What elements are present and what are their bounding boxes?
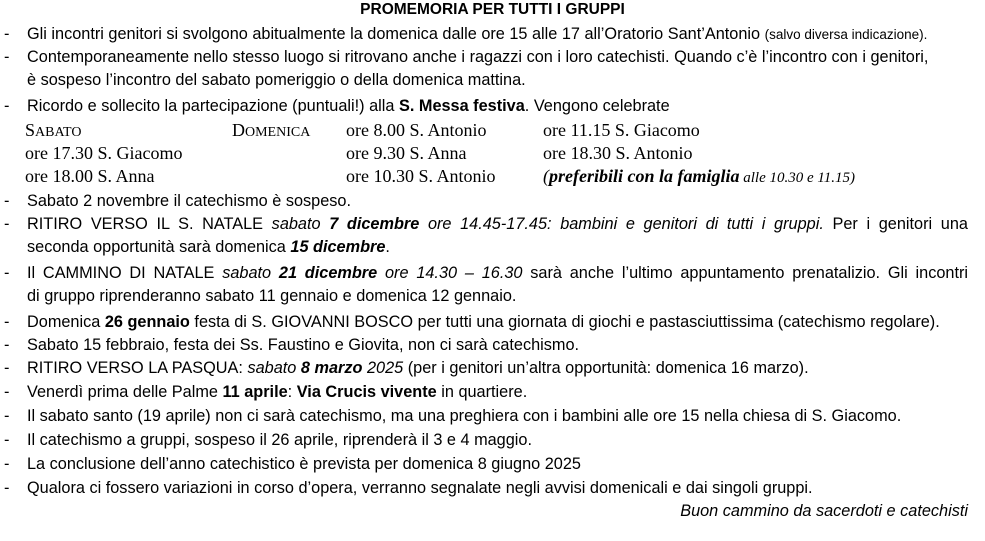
domenica-rest: OMENICA — [245, 125, 311, 140]
cammino-date: 21 dicembre — [278, 264, 378, 282]
retreat-extra: Per i genitori una — [823, 215, 968, 233]
sabato-rest: ABATO — [35, 125, 82, 140]
item-text-a: Venerdì prima delle Palme — [27, 383, 223, 401]
colon: : — [287, 383, 297, 401]
item-text-e: in quartiere. — [436, 383, 528, 401]
mass-time: ore 9.30 S. Anna — [346, 143, 467, 163]
pasqua-year: 2025 — [362, 359, 404, 377]
mass-time: ore 18.00 S. Anna — [25, 166, 155, 186]
sabato-heading — [25, 119, 81, 144]
item-text: Sabato 2 novembre il catechismo è sospeso. — [27, 192, 351, 210]
item-text: Il sabato santo (19 aprile) non ci sarà catechismo, ma una preghiera con i bambini alle ore 15 nella chiesa di S. Giacomo. — [27, 407, 902, 425]
cammino-time: ore 14.30 – 16.30 — [377, 264, 523, 282]
bullet-dash: - — [4, 313, 10, 331]
item-text-c: . — [385, 238, 390, 256]
retreat-day: sabato — [271, 215, 330, 233]
item-text-line1 — [27, 213, 968, 236]
item-text-main: Gli incontri genitori si svolgono abitualmente la domenica dalle ore 15 alle 17 all’Oratorio Sant’Antonio — [27, 25, 765, 43]
palme-date: 11 aprile — [222, 383, 288, 401]
item-text-line1 — [27, 262, 968, 285]
bullet-dash: - — [4, 336, 10, 354]
domenica-heading — [232, 119, 310, 144]
mass-time: ore 18.30 S. Antonio — [543, 143, 693, 163]
item-text-c: festa di S. GIOVANNI BOSCO per tutti una giornata di giochi e pastasciuttissima (catechismo regolare). — [189, 313, 940, 331]
item-text-a: Domenica — [27, 313, 105, 331]
item-text: La conclusione dell’anno catechistico è prevista per domenica 8 giugno 2025 — [27, 455, 581, 473]
retreat-date: 7 dicembre — [329, 215, 420, 233]
paren-open: ( — [543, 166, 549, 186]
item-text: Qualora ci fossero variazioni in corso d’opera, verranno segnalate negli avvisi domenicali e dai singoli gruppi. — [27, 479, 813, 497]
item-text: Sabato 15 febbraio, festa dei Ss. Faustino e Giovita, non ci sarà catechismo. — [27, 336, 580, 354]
bullet-dash: - — [4, 407, 10, 425]
mass-time: ore 8.00 S. Antonio — [346, 120, 487, 140]
sabato-initial: S — [25, 120, 36, 140]
item-text-line2 — [27, 236, 390, 259]
via-crucis: Via Crucis vivente — [296, 383, 437, 401]
item-text — [27, 311, 940, 334]
bullet-dash: - — [4, 192, 10, 210]
mass-preference — [543, 165, 855, 190]
cammino-title: Il CAMMINO DI NATALE — [27, 264, 223, 282]
bullet-dash: - — [4, 479, 10, 497]
item-text-line1: Contemporaneamente nello stesso luogo si ritrovano anche i ragazzi con i loro catechisti. Quando c’è l’incontro con i genitori, — [27, 48, 929, 66]
item-text — [27, 95, 670, 118]
bullet-dash: - — [4, 25, 10, 43]
bullet-dash: - — [4, 455, 10, 473]
item-text — [27, 357, 809, 380]
cammino-note: sarà anche l’ultimo appuntamento prenatalizio. Gli incontri — [522, 264, 969, 282]
bullet-dash: - — [4, 264, 10, 282]
item-text — [27, 23, 927, 46]
item-text: Il catechismo a gruppi, sospeso il 26 aprile, riprenderà il 3 e 4 maggio. — [27, 431, 532, 449]
bullet-dash: - — [4, 97, 10, 115]
page-title: PROMEMORIA PER TUTTI I GRUPPI — [360, 1, 625, 18]
item-text-note: (salvo diversa indicazione). — [764, 27, 928, 42]
retreat-title: RITIRO VERSO IL S. NATALE — [27, 215, 272, 233]
mass-time: ore 17.30 S. Giacomo — [25, 143, 183, 163]
bullet-dash: - — [4, 431, 10, 449]
bullet-dash: - — [4, 383, 10, 401]
item-text-c: . Vengono celebrate — [524, 97, 670, 115]
item-text-line2: è sospeso l’incontro del sabato pomeriggio o della domenica mattina. — [27, 71, 526, 89]
item-text-a: Ricordo e sollecito la partecipazione (puntuali!) alla — [27, 97, 399, 115]
bullet-dash: - — [4, 359, 10, 377]
bosco-date: 26 gennaio — [104, 313, 190, 331]
retreat-details: ore 14.45-17.45: bambini e genitori di tutti i gruppi. — [419, 215, 824, 233]
signature: Buon cammino da sacerdoti e catechisti — [680, 502, 968, 520]
pasqua-date: 8 marzo — [300, 359, 363, 377]
item-text-line2: di gruppo riprenderanno sabato 11 gennaio e domenica 12 gennaio. — [27, 287, 517, 305]
pasqua-day: sabato — [247, 359, 301, 377]
cammino-day: sabato — [222, 264, 279, 282]
bullet-dash: - — [4, 48, 10, 66]
item-text — [27, 381, 527, 404]
pasqua-title: RITIRO VERSO LA PASQUA: — [27, 359, 248, 377]
second-date: 15 dicembre — [290, 238, 386, 256]
preference-times: alle 10.30 e 11.15) — [739, 170, 856, 186]
mass-time: ore 11.15 S. Giacomo — [543, 120, 700, 140]
mass-highlight: S. Messa festiva — [398, 97, 525, 115]
domenica-initial: D — [232, 120, 245, 140]
bullet-dash: - — [4, 215, 10, 233]
pasqua-note: (per i genitori un’altra opportunità: domenica 16 marzo). — [403, 359, 809, 377]
preference-bold: preferibili con la famiglia — [549, 166, 740, 186]
item-text-a: seconda opportunità sarà domenica — [27, 238, 291, 256]
mass-time: ore 10.30 S. Antonio — [346, 166, 496, 186]
